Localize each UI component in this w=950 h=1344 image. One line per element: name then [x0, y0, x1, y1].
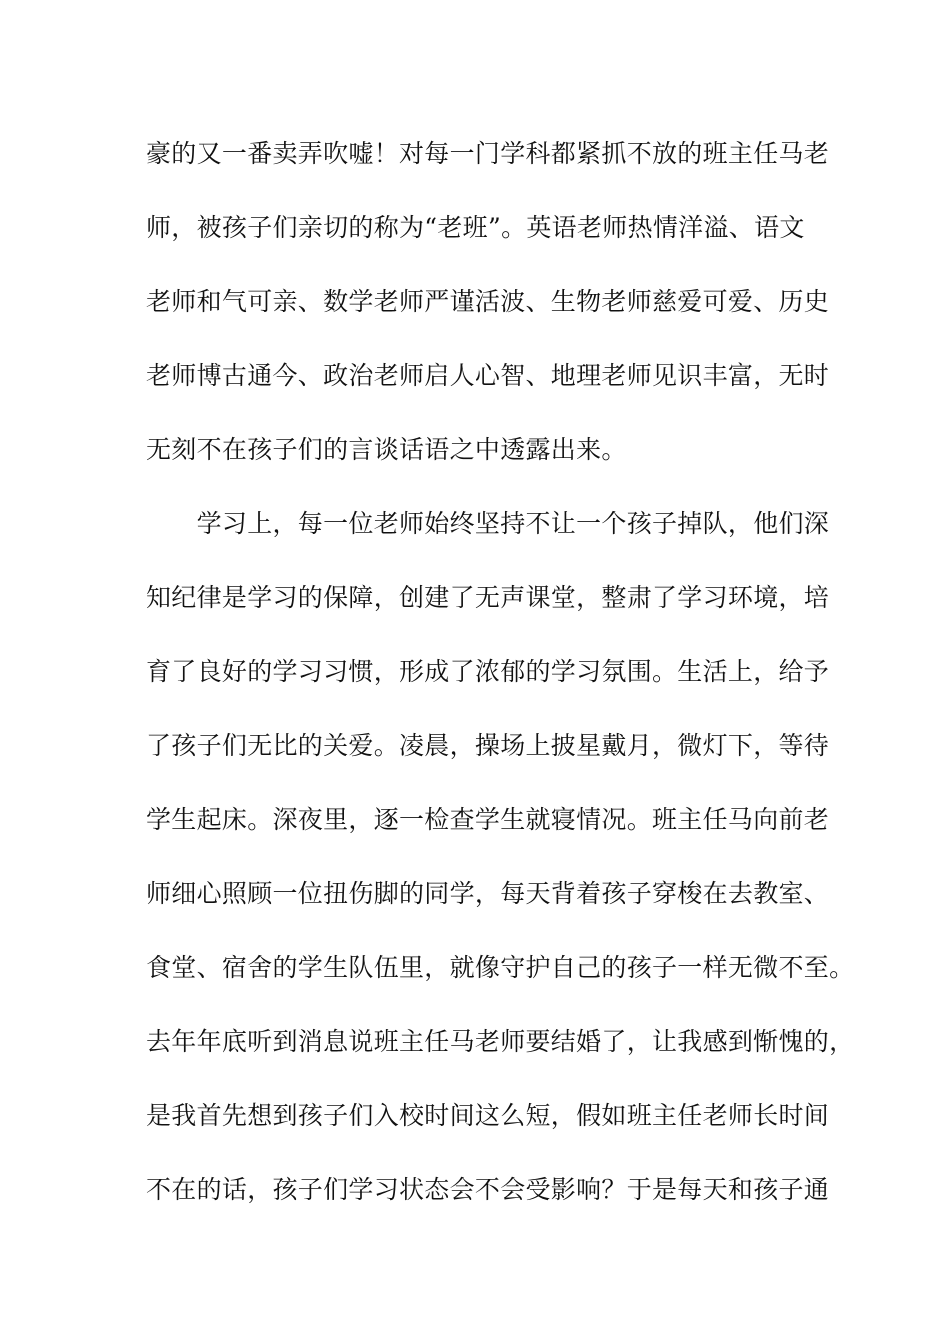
- text-line: 育了良好的学习习惯，形成了浓郁的学习氛围。生活上，给予: [146, 657, 830, 686]
- text-line: 师细心照顾一位扭伤脚的同学，每天背着孩子穿梭在去教室、: [146, 879, 830, 908]
- text-line: 去年年底听到消息说班主任马老师要结婚了，让我感到惭愧的，: [146, 1027, 855, 1056]
- text-line: 无刻不在孩子们的言谈话语之中透露出来。: [146, 435, 627, 464]
- text-line: 学生起床。深夜里，逐一检查学生就寝情况。班主任马向前老: [146, 805, 830, 834]
- text-line: 食堂、宿舍的学生队伍里，就像守护自己的孩子一样无微不至。: [146, 953, 855, 982]
- text-line: 老师和气可亲、数学老师严谨活波、生物老师慈爱可爱、历史: [146, 287, 830, 316]
- text-line: 师，被孩子们亲切的称为“老班”。英语老师热情洋溢、语文: [146, 213, 805, 242]
- text-line: 学习上，每一位老师始终坚持不让一个孩子掉队，他们深: [146, 509, 830, 538]
- text-line: 知纪律是学习的保障，创建了无声课堂，整肃了学习环境，培: [146, 583, 830, 612]
- body-text: [146, 132, 855, 1242]
- text-line: 不在的话，孩子们学习状态会不会受影响？于是每天和孩子通: [146, 1175, 830, 1204]
- text-line: 豪的又一番卖弄吹嘘！对每一门学科都紧抓不放的班主任马老: [146, 139, 830, 168]
- text-line: 了孩子们无比的关爱。凌晨，操场上披星戴月，微灯下，等待: [146, 731, 830, 760]
- text-line: 是我首先想到孩子们入校时间这么短，假如班主任老师长时间: [146, 1101, 830, 1130]
- text-line: 老师博古通今、政治老师启人心智、地理老师见识丰富，无时: [146, 361, 830, 390]
